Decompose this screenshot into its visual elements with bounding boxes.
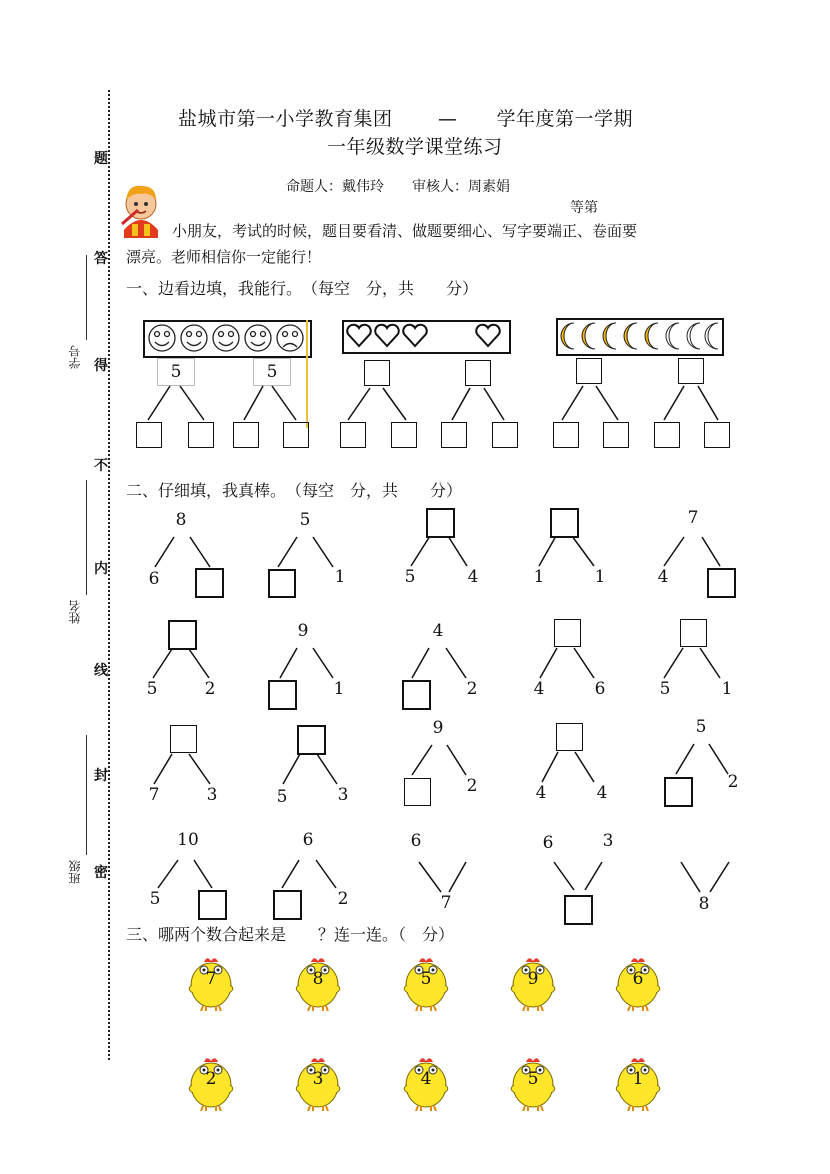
answer-box[interactable] [707,568,736,598]
whole-number: 5 [695,717,707,737]
chick-card[interactable] [403,955,449,1011]
seal-char: 得 [94,358,108,374]
answer-box[interactable] [233,422,259,448]
student-id-label: 学号 [68,345,82,369]
answer-box[interactable] [268,680,297,710]
part-number: 1 [533,567,545,587]
class-line[interactable] [86,735,87,855]
chick-number: 8 [312,969,324,989]
answer-box[interactable] [283,422,309,448]
chick-card[interactable] [403,1055,449,1111]
part-number: 2 [466,776,478,796]
answer-box[interactable] [654,422,680,448]
answer-box[interactable] [664,777,693,807]
exam-title: 盐城市第一小学教育集团 — 学年度第一学期 [178,108,634,130]
chick-card[interactable] [295,955,341,1011]
part-number: 6 [594,679,606,699]
part-number: 4 [535,783,547,803]
whole-number: 7 [440,893,452,913]
section2-heading: 二、仔细填，我真棒。 （每空 分，共 分） [126,481,463,500]
chick-card[interactable] [510,955,556,1011]
answer-box[interactable] [268,569,296,598]
chick-number: 9 [527,969,539,989]
answer-box[interactable] [273,890,302,920]
answer-box[interactable] [402,680,431,710]
answer-box[interactable] [195,568,224,598]
whole-number: 7 [687,508,699,528]
answer-box[interactable] [554,619,581,647]
answer-box[interactable] [441,422,467,448]
chick-number: 2 [205,1069,217,1089]
part-number: 4 [467,567,479,587]
part-number: 5 [149,889,161,909]
crescent-moons-icon [558,320,720,352]
seal-char: 不 [94,458,108,474]
answer-box[interactable] [297,725,326,755]
answer-box[interactable] [168,620,197,650]
seal-char: 内 [94,561,108,577]
part-number: 3 [206,785,218,805]
whole-number: 8 [175,510,187,530]
part-number: 5 [146,679,158,699]
section3-heading: 三、哪两个数合起来是 ？连一连。（ 分） [126,925,455,944]
answer-box[interactable] [426,508,455,538]
part-number: 2 [727,772,739,792]
answer-box[interactable] [391,422,417,448]
whole-number: 9 [432,718,444,738]
answer-box[interactable] [678,358,704,384]
part-number: 2 [466,679,478,699]
chick-card[interactable] [295,1055,341,1111]
answer-box[interactable] [465,360,491,386]
answer-box[interactable] [364,360,390,386]
part-number: 5 [276,787,288,807]
answer-box[interactable] [340,422,366,448]
part-number: 6 [410,831,422,851]
part-number: 3 [337,785,349,805]
seal-char: 答 [94,251,108,267]
whole-number: 8 [698,894,710,914]
chick-number: 7 [205,969,217,989]
part-number: 4 [596,783,608,803]
part-number: 1 [721,679,733,699]
part-number: 1 [334,567,346,587]
answer-box[interactable] [492,422,518,448]
name-line[interactable] [86,480,87,595]
seal-char: 线 [94,663,108,679]
student-id-line[interactable] [86,255,87,340]
chick-card[interactable] [510,1055,556,1111]
part-number: 1 [333,679,345,699]
exam-subtitle: 一年级数学课堂练习 [327,136,503,158]
seal-char: 题 [94,151,108,167]
part-number: 1 [594,567,606,587]
answer-box[interactable] [550,508,579,538]
hearts-icon [344,322,506,350]
intro-line-2: 漂亮。老师相信你一定能行！ [126,248,322,266]
class-label: 班级 [68,860,82,884]
answer-box[interactable] [170,725,197,753]
chick-card[interactable] [615,955,661,1011]
intro-line-1: 小朋友，考试的时候，题目要看清、做题要细心、写字要端正、卷面要 [172,222,638,240]
part-number: 6 [542,833,554,853]
part-number: 3 [602,831,614,851]
part-number: 5 [404,567,416,587]
answer-box[interactable] [404,778,431,806]
known-number: 5 [253,358,291,386]
part-number: 4 [657,567,669,587]
authors-line: 命题人：戴伟玲 审核人：周素娟 [286,179,510,195]
seal-char: 密 [94,865,108,881]
part-number: 2 [337,889,349,909]
chick-number: 3 [312,1069,324,1089]
part-number: 2 [204,679,216,699]
answer-box[interactable] [556,723,583,751]
answer-box[interactable] [704,422,730,448]
known-number: 5 [157,358,195,386]
chick-card[interactable] [188,955,234,1011]
answer-box[interactable] [553,422,579,448]
chick-number: 5 [420,969,432,989]
chick-number: 5 [527,1069,539,1089]
answer-box[interactable] [188,422,214,448]
chick-number: 1 [632,1069,644,1089]
answer-box[interactable] [136,422,162,448]
smiley-faces-icon [147,322,307,354]
part-number: 6 [148,569,160,589]
chick-number: 6 [632,969,644,989]
grade-label: 等第 [570,200,598,216]
answer-box[interactable] [198,890,227,920]
whole-number: 4 [432,621,444,641]
chick-number: 4 [420,1069,432,1089]
section1-heading: 一、边看边填，我能行。 （每空 分，共 分） [126,279,479,298]
part-number: 7 [148,785,160,805]
whole-number: 6 [302,830,314,850]
chick-card[interactable] [615,1055,661,1111]
name-label: 姓名 [68,600,82,624]
whole-number: 10 [177,830,199,850]
answer-box[interactable] [680,619,707,647]
chick-card[interactable] [188,1055,234,1111]
whole-number: 5 [299,510,311,530]
answer-box[interactable] [564,895,593,925]
answer-box[interactable] [576,358,602,384]
seal-char: 封 [94,768,108,784]
answer-box[interactable] [603,422,629,448]
boy-mascot-icon [116,180,166,238]
part-number: 5 [659,679,671,699]
whole-number: 9 [297,621,309,641]
part-number: 4 [533,679,545,699]
